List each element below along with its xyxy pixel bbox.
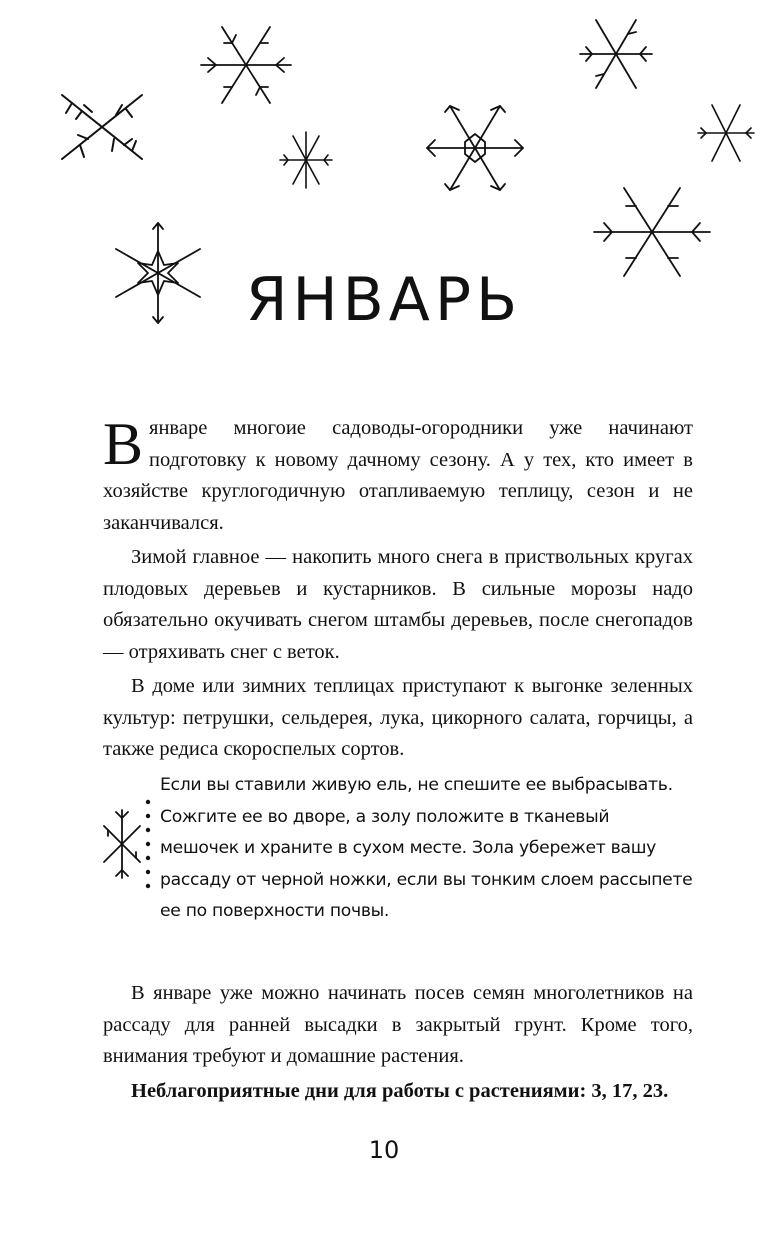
snowflake-icon — [574, 14, 658, 94]
snowflake-icon — [196, 20, 296, 110]
intro-paragraph — [103, 413, 693, 539]
page-title: ЯНВАРЬ — [245, 265, 523, 335]
drop-cap: В — [103, 411, 144, 477]
unfavorable-days: Неблагоприятные дни для работы с растениями: 3, 17, 23. — [131, 1079, 669, 1102]
snowflake-icon — [276, 128, 336, 192]
paragraph: В январе уже можно начинать посев семян многолетников на рассаду для ранней высадки в закрытый грунт. Кроме того, внимания требуют и домашние растения. — [103, 982, 693, 1067]
paragraph: Зимой главное — накопить много снега в приствольных кругах плодовых деревьев и кустарников. В сильные морозы надо обязательно окучивать снегом штамбы деревьев, после снегопадов — отряхивать снег с веток. — [103, 546, 693, 663]
tip-text: Если вы ставили живую ель, не спешите ее выбрасывать. Сожгите ее во дворе, а золу положите в тканевый мешочек и храните в сухом месте. Зола убережет вашу рассаду от черной ножки, если вы тонким слоем рассыпете ее по поверхности почвы. — [160, 775, 693, 921]
snowflake-icon — [694, 98, 758, 168]
snowflake-icon — [98, 796, 154, 892]
main-text — [103, 413, 693, 766]
paragraph: В доме или зимних теплицах приступают к выгонке зеленных культур: петрушки, сельдерея, лука, цикорного салата, горчицы, а также редиса скороспелых сортов. — [103, 675, 693, 760]
snowflake-icon — [420, 98, 530, 198]
page-number: 10 — [368, 1136, 400, 1164]
snowflake-icon — [52, 72, 152, 182]
intro-text: январе многоие садоводы-огородники уже начинают подготовку к новому дачному сезону. А у тех, кто имеет в хозяйстве круглогодичную отапливаемую теплицу, сезон и не заканчивался. — [103, 417, 693, 534]
closing-text — [103, 978, 693, 1107]
